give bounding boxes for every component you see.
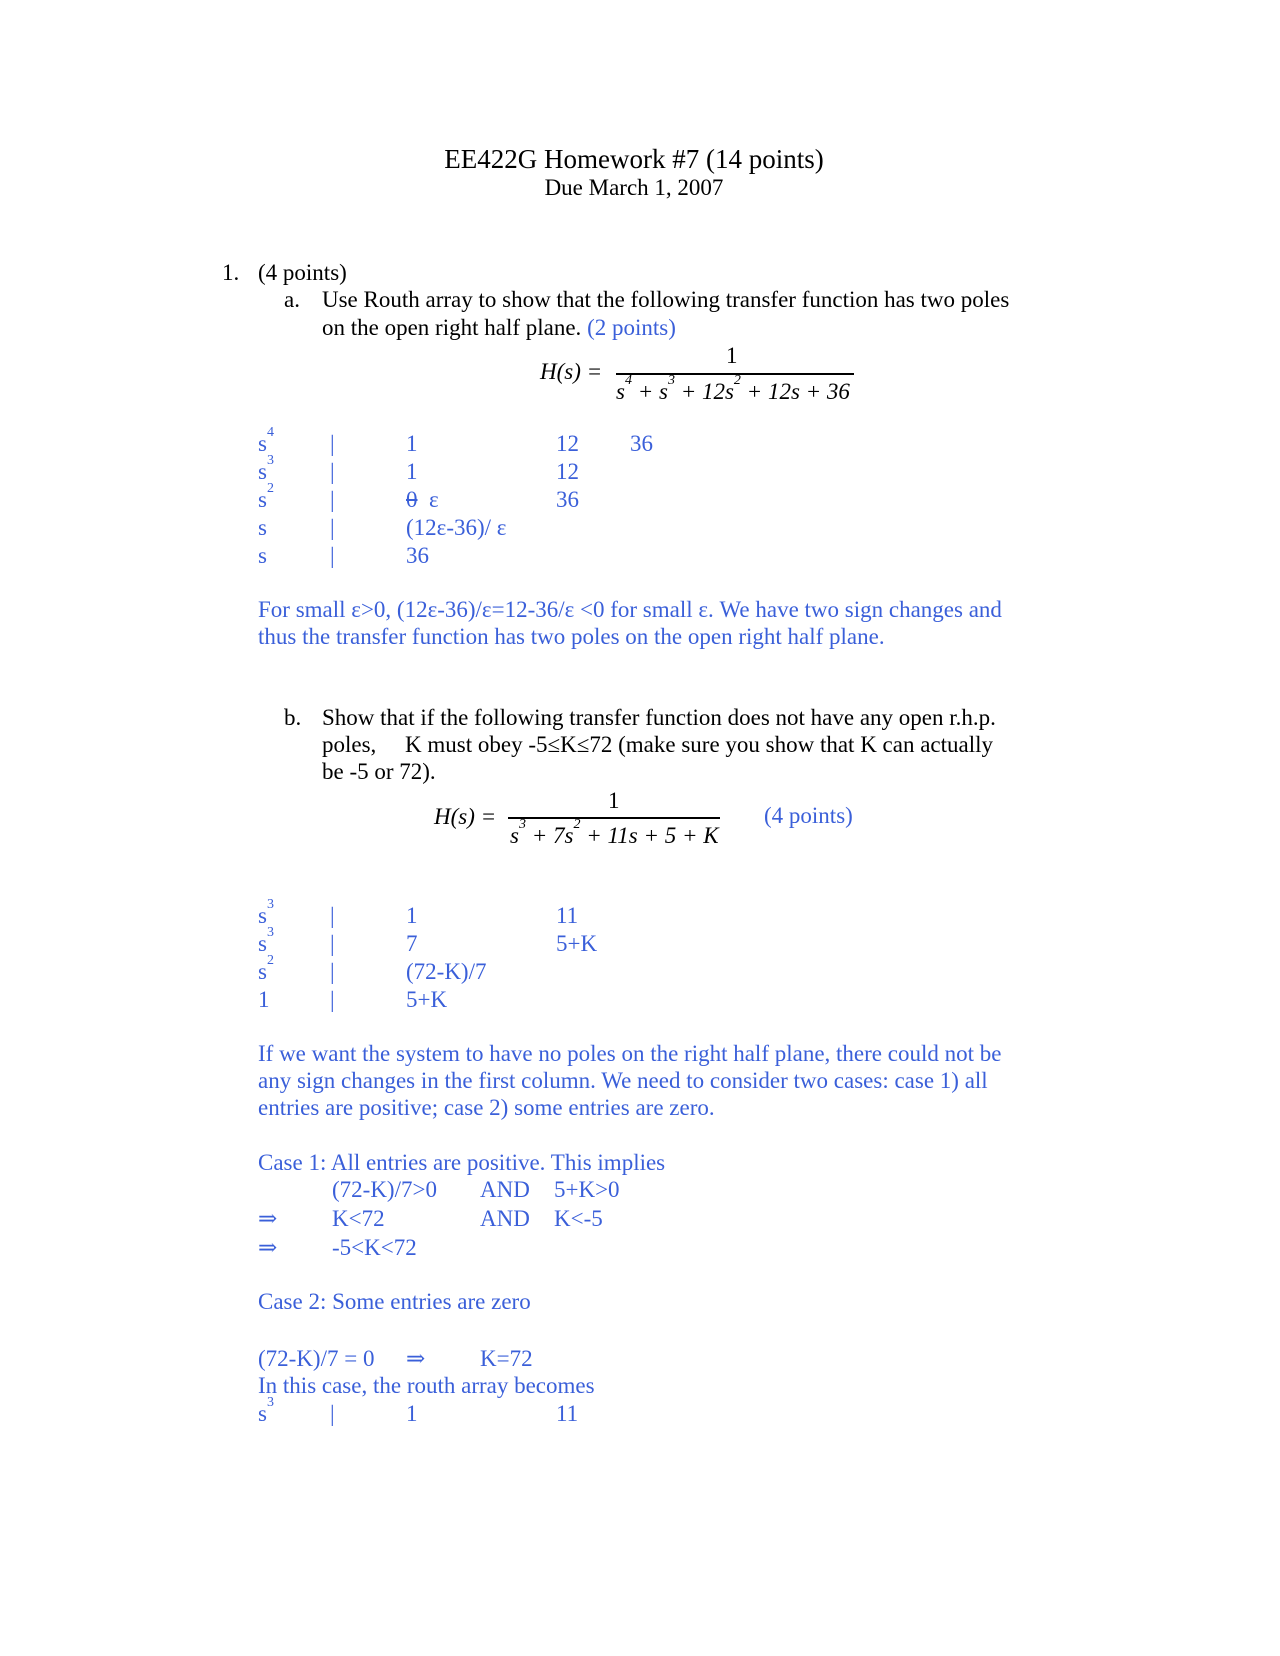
part-a-line2 — [322, 316, 676, 339]
case1-left: K<72 — [332, 1206, 385, 1231]
part-b-points: (4 points) — [764, 803, 853, 828]
routh-a-cell: (12ε-36)/ ε — [406, 515, 507, 540]
routh-b-label: $s^2$ — [258, 953, 274, 984]
routh-a-label: $s^2$ — [258, 481, 274, 512]
part-a-explanation-line1: For small ε>0, (12ε-36)/ε=12-36/ε <0 for small ε. We have two sign changes and — [258, 597, 1002, 622]
routh-a-bar: | — [330, 487, 335, 512]
part-b-line2: poles, K must obey -5≤K≤72 (make sure you show that K can actually — [322, 732, 994, 757]
part-b-lhs: H(s) = — [434, 804, 497, 829]
routh-b-cell: 5+K — [556, 931, 598, 956]
routh-b-cell: (72-K)/7 — [406, 959, 487, 984]
problem-points: (4 points) — [258, 260, 347, 285]
part-b-fraction-bar — [508, 817, 720, 819]
part-a-explanation-line2: thus the transfer function has two poles on the open right half plane. — [258, 624, 885, 649]
routh-a-label: s — [258, 515, 267, 540]
routh-b-cell: 11 — [556, 903, 579, 928]
case2-eq-left: (72-K)/7 = 0 — [258, 1346, 375, 1371]
routh-a-cell: 36 — [556, 487, 579, 512]
case1-and: AND — [480, 1177, 530, 1202]
routh-c-bar: | — [330, 1401, 335, 1426]
case1-title: Case 1: All entries are positive. This implies — [258, 1150, 666, 1175]
part-b-line3: be -5 or 72). — [322, 759, 436, 784]
routh-a-bar: | — [330, 431, 335, 456]
case1-and: AND — [480, 1206, 530, 1231]
case2-text: In this case, the routh array becomes — [258, 1373, 595, 1398]
part-a-points: (2 points) — [587, 315, 676, 340]
routh-a-label: s — [258, 543, 267, 568]
part-a-denominator: $s^4 + s^3 + 12s^2 + 12s + 36$ — [616, 373, 850, 404]
routh-a-cell: 36 — [406, 543, 429, 568]
routh-c-cell: 11 — [556, 1401, 579, 1426]
page-title: EE422G Homework #7 (14 points) — [444, 144, 824, 174]
routh-b-label: 1 — [258, 987, 270, 1012]
case1-right: 5+K>0 — [554, 1177, 620, 1202]
routh-a-cell: 1 — [406, 459, 418, 484]
routh-a-bar: | — [330, 543, 335, 568]
case1-left: (72-K)/7>0 — [332, 1177, 437, 1202]
routh-c-label: $s^3$ — [258, 1395, 274, 1426]
routh-a-cell: 1 — [406, 431, 418, 456]
routh-a-bar: | — [330, 515, 335, 540]
routh-b-cell: 7 — [406, 931, 418, 956]
struck-zero: 0 — [406, 487, 418, 512]
routh-b-bar: | — [330, 931, 335, 956]
implies-arrow: ⇒ — [406, 1346, 426, 1371]
part-b-denominator: $s^3 + 7s^2 + 11s + 5 + K$ — [510, 817, 719, 848]
routh-a-cell: 12 — [556, 459, 579, 484]
routh-b-label: $s^3$ — [258, 897, 274, 928]
routh-a-cell: 36 — [630, 431, 653, 456]
part-b-para-line3: entries are positive; case 2) some entries are zero. — [258, 1095, 715, 1120]
routh-a-label: $s^3$ — [258, 453, 274, 484]
implies-arrow: ⇒ — [258, 1206, 278, 1231]
problem-number: 1. — [222, 260, 240, 285]
routh-b-label: $s^3$ — [258, 925, 274, 956]
routh-a-cell: 12 — [556, 431, 579, 456]
part-a-line2-text: on the open right half plane. — [322, 315, 582, 340]
routh-b-cell: 5+K — [406, 987, 448, 1012]
part-b-numerator: 1 — [608, 788, 620, 813]
implies-arrow: ⇒ — [258, 1235, 278, 1260]
part-b-para-line2: any sign changes in the first column. We need to consider two cases: case 1) all — [258, 1068, 988, 1093]
due-date: Due March 1, 2007 — [544, 175, 724, 200]
routh-a-cell: 0 ε — [406, 487, 439, 512]
routh-a-bar: | — [330, 459, 335, 484]
routh-a-label: $s^4$ — [258, 425, 274, 456]
part-a-lhs: H(s) = — [540, 359, 603, 384]
part-a-numerator: 1 — [726, 343, 738, 368]
part-b-line1: Show that if the following transfer function does not have any open r.h.p. — [322, 705, 996, 730]
case1-left: -5<K<72 — [332, 1235, 417, 1260]
part-b-para-line1: If we want the system to have no poles on the right half plane, there could not be — [258, 1041, 1002, 1066]
part-b-label: b. — [284, 705, 302, 730]
routh-c-cell: 1 — [406, 1401, 418, 1426]
routh-b-bar: | — [330, 987, 335, 1012]
case2-eq-right: K=72 — [480, 1346, 533, 1371]
part-a-line1: Use Routh array to show that the following transfer function has two poles — [322, 287, 1010, 312]
case1-right: K<-5 — [554, 1206, 603, 1231]
case2-title: Case 2: Some entries are zero — [258, 1289, 531, 1314]
routh-b-cell: 1 — [406, 903, 418, 928]
part-a-label: a. — [284, 287, 300, 312]
routh-b-bar: | — [330, 903, 335, 928]
routh-b-bar: | — [330, 959, 335, 984]
